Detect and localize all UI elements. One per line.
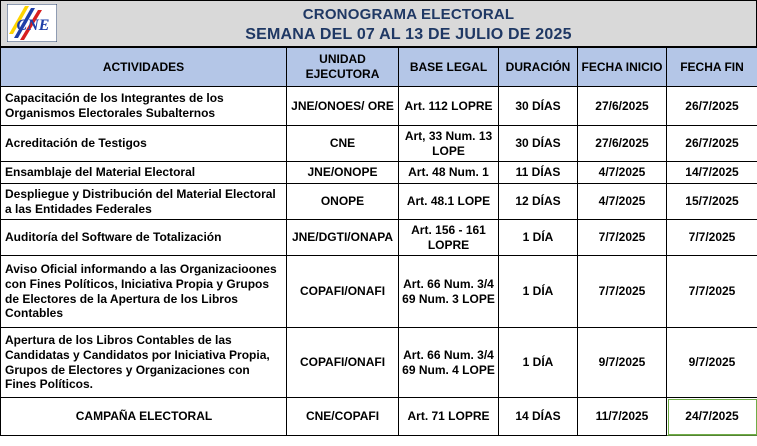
table-row [1, 87, 757, 126]
cell-fin: 26/7/2025 [667, 126, 757, 162]
cell-unidad: JNE/ONOES/ ORE [287, 87, 399, 126]
table-row [1, 256, 757, 328]
cne-logo [7, 4, 57, 42]
col-header-fecha-inicio: FECHA INICIO [578, 48, 667, 87]
svg-text:CNE: CNE [16, 17, 50, 34]
cell-base-legal: Art. 156 - 161 LOPRE [399, 220, 499, 256]
cell-inicio: 4/7/2025 [578, 184, 667, 220]
cell-inicio: 7/7/2025 [578, 220, 667, 256]
cell-inicio: 9/7/2025 [578, 328, 667, 398]
cell-base-legal: Art. 66 Num. 3/4 69 Num. 4 LOPE [399, 328, 499, 398]
cell-unidad: ONOPE [287, 184, 399, 220]
cell-actividad: Ensamblaje del Material Electoral [1, 162, 287, 184]
schedule-table [0, 47, 757, 436]
cell-duracion: 1 DÍA [499, 220, 578, 256]
cell-duracion: 30 DÍAS [499, 87, 578, 126]
cell-duracion: 12 DÍAS [499, 184, 578, 220]
cell-fin: 9/7/2025 [667, 328, 757, 398]
title-line-2: SEMANA DEL 07 AL 13 DE JULIO DE 2025 [245, 26, 572, 43]
cell-base-legal: Art. 66 Num. 3/4 69 Num. 3 LOPE [399, 256, 499, 328]
col-header-actividades: ACTIVIDADES [1, 48, 287, 87]
cell-fin-selected[interactable]: 24/7/2025 [667, 398, 757, 436]
cell-duracion: 1 DÍA [499, 256, 578, 328]
table-row [1, 126, 757, 162]
cell-actividad: Acreditación de Testigos [1, 126, 287, 162]
cell-base-legal: Art. 48 Num. 1 [399, 162, 499, 184]
col-header-base-legal: BASE LEGAL [399, 48, 499, 87]
cell-actividad: Aviso Oficial informando a las Organizacioones con Fines Políticos, Iniciativa Propia y Grupos de Electores de la Apertura de los Libros Contables [1, 256, 287, 328]
table-row [1, 220, 757, 256]
cell-actividad: CAMPAÑA ELECTORAL [1, 398, 287, 436]
cell-actividad: Despliegue y Distribución del Material Electoral a las Entidades Federales [1, 184, 287, 220]
cell-base-legal: Art. 112 LOPRE [399, 87, 499, 126]
col-header-fecha-fin: FECHA FIN [667, 48, 757, 87]
table-row [1, 184, 757, 220]
cell-fin: 7/7/2025 [667, 256, 757, 328]
cell-inicio: 11/7/2025 [578, 398, 667, 436]
table-row [1, 162, 757, 184]
col-header-unidad: UNIDAD EJECUTORA [287, 48, 399, 87]
table-header-row [1, 48, 757, 87]
cell-unidad: CNE/COPAFI [287, 398, 399, 436]
cell-base-legal: Art. 71 LOPRE [399, 398, 499, 436]
cell-duracion: 11 DÍAS [499, 162, 578, 184]
title-line-1: CRONOGRAMA ELECTORAL [302, 6, 515, 23]
table-row [1, 328, 757, 398]
cell-unidad: CNE [287, 126, 399, 162]
cell-unidad: JNE/ONOPE [287, 162, 399, 184]
cell-unidad: JNE/DGTI/ONAPA [287, 220, 399, 256]
cell-base-legal: Art, 33 Num. 13 LOPE [399, 126, 499, 162]
header-banner [0, 0, 757, 47]
cell-actividad: Apertura de los Libros Contables de las Candidatas y Candidatos por Iniciativa Propia, Grupos de Electores y Organizaciones con Fines Políticos. [1, 328, 287, 398]
cell-fin: 14/7/2025 [667, 162, 757, 184]
cell-inicio: 27/6/2025 [578, 126, 667, 162]
cell-duracion: 14 DÍAS [499, 398, 578, 436]
cell-actividad: Capacitación de los Integrantes de los Organismos Electorales Subalternos [1, 87, 287, 126]
cell-inicio: 4/7/2025 [578, 162, 667, 184]
cell-unidad: COPAFI/ONAFI [287, 328, 399, 398]
cell-duracion: 30 DÍAS [499, 126, 578, 162]
cell-fin: 15/7/2025 [667, 184, 757, 220]
cell-fin: 7/7/2025 [667, 220, 757, 256]
cell-inicio: 27/6/2025 [578, 87, 667, 126]
cell-unidad: COPAFI/ONAFI [287, 256, 399, 328]
cell-duracion: 1 DÍA [499, 328, 578, 398]
cell-inicio: 7/7/2025 [578, 256, 667, 328]
table-row [1, 398, 757, 436]
col-header-duracion: DURACIÓN [499, 48, 578, 87]
cell-base-legal: Art. 48.1 LOPE [399, 184, 499, 220]
cell-fin: 26/7/2025 [667, 87, 757, 126]
cell-actividad: Auditoría del Software de Totalización [1, 220, 287, 256]
